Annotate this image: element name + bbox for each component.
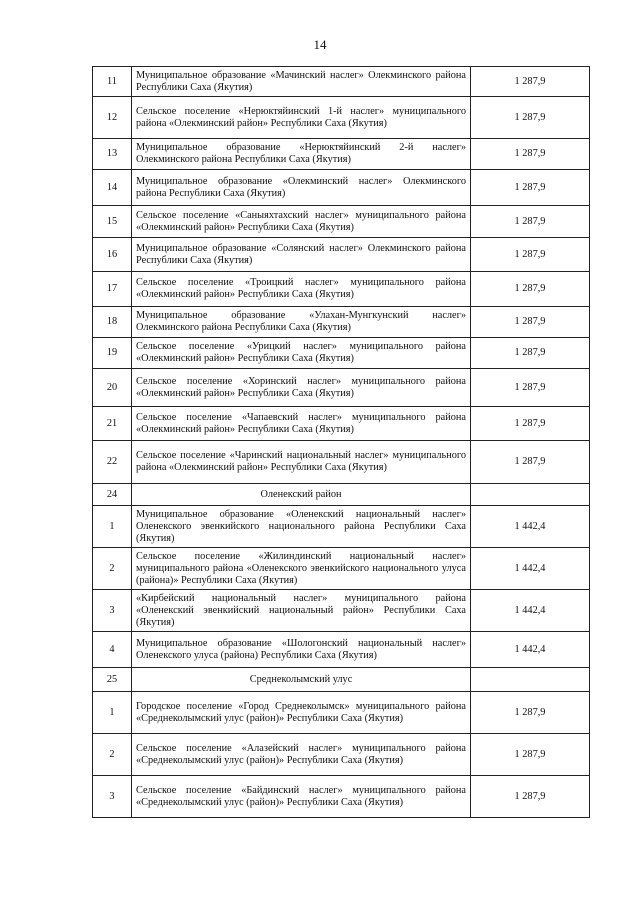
amount-value: 1 287,9 bbox=[471, 67, 590, 97]
table-row bbox=[93, 734, 590, 776]
municipality-name: Сельское поселение «Урицкий наслег» муниципального района «Олекминский район» Республики Саха (Якутия) bbox=[132, 338, 471, 369]
table-row bbox=[93, 548, 590, 590]
municipality-name: Сельское поселение «Саныяхтахский наслег» муниципального района «Олекминский район» Республики Саха (Якутия) bbox=[132, 206, 471, 238]
allocation-table bbox=[92, 66, 590, 818]
amount-value: 1 287,9 bbox=[471, 692, 590, 734]
municipality-name: Сельское поселение «Троицкий наслег» муниципального района «Олекминский район» Республики Саха (Якутия) bbox=[132, 272, 471, 307]
municipality-name: «Кирбейский национальный наслег» муниципального района «Оленекский эвенкийский национальный район» Республики Саха (Якутия) bbox=[132, 590, 471, 632]
row-number: 25 bbox=[93, 668, 132, 692]
table-row bbox=[93, 307, 590, 338]
row-number: 22 bbox=[93, 441, 132, 484]
row-number: 2 bbox=[93, 548, 132, 590]
amount-value: 1 287,9 bbox=[471, 734, 590, 776]
table-row bbox=[93, 139, 590, 170]
row-number: 3 bbox=[93, 776, 132, 818]
amount-value: 1 287,9 bbox=[471, 307, 590, 338]
municipality-name: Сельское поселение «Нерюктяйинский 1-й наслег» муниципального района «Олекминский район» Республики Саха (Якутия) bbox=[132, 97, 471, 139]
amount-value: 1 287,9 bbox=[471, 170, 590, 206]
municipality-name: Муниципальное образование «Олекминский наслег» Олекминского района Республики Саха (Якутия) bbox=[132, 170, 471, 206]
district-heading: Среднеколымский улус bbox=[132, 668, 471, 692]
table-row bbox=[93, 692, 590, 734]
amount-value: 1 442,4 bbox=[471, 548, 590, 590]
amount-value: 1 287,9 bbox=[471, 272, 590, 307]
amount-value bbox=[471, 484, 590, 506]
amount-value: 1 287,9 bbox=[471, 407, 590, 441]
section-row bbox=[93, 668, 590, 692]
table-row bbox=[93, 338, 590, 369]
amount-value: 1 287,9 bbox=[471, 206, 590, 238]
amount-value: 1 287,9 bbox=[471, 441, 590, 484]
row-number: 19 bbox=[93, 338, 132, 369]
table-row bbox=[93, 441, 590, 484]
row-number: 21 bbox=[93, 407, 132, 441]
municipality-name: Сельское поселение «Байдинский наслег» муниципального района «Среднеколымский улус (район)» Республики Саха (Якутия) bbox=[132, 776, 471, 818]
municipality-name: Сельское поселение «Чаринский национальный наслег» муниципального района «Олекминский район» Республики Саха (Якутия) bbox=[132, 441, 471, 484]
row-number: 12 bbox=[93, 97, 132, 139]
table-row bbox=[93, 407, 590, 441]
municipality-name: Муниципальное образование «Нерюктяйинский 2-й наслег» Олекминского района Республики Саха (Якутия) bbox=[132, 139, 471, 170]
row-number: 1 bbox=[93, 692, 132, 734]
table-body bbox=[93, 67, 590, 818]
page-number: 14 bbox=[313, 37, 327, 52]
table-row bbox=[93, 369, 590, 407]
row-number: 1 bbox=[93, 506, 132, 548]
row-number: 20 bbox=[93, 369, 132, 407]
amount-value: 1 287,9 bbox=[471, 369, 590, 407]
row-number: 14 bbox=[93, 170, 132, 206]
municipality-name: Сельское поселение «Жилиндинский национальный наслег» муниципального района «Оленекского эвенкийского национального улуса (района)» Республики Саха (Якутия) bbox=[132, 548, 471, 590]
municipality-name: Сельское поселение «Хоринский наслег» муниципального района «Олекминский район» Республики Саха (Якутия) bbox=[132, 369, 471, 407]
amount-value: 1 287,9 bbox=[471, 139, 590, 170]
amount-value: 1 442,4 bbox=[471, 506, 590, 548]
amount-value: 1 287,9 bbox=[471, 238, 590, 272]
amount-value: 1 442,4 bbox=[471, 590, 590, 632]
table-row bbox=[93, 238, 590, 272]
municipality-name: Муниципальное образование «Шологонский национальный наслег» Оленекского улуса (района) Республики Саха (Якутия) bbox=[132, 632, 471, 668]
table-row bbox=[93, 776, 590, 818]
row-number: 15 bbox=[93, 206, 132, 238]
municipality-name: Муниципальное образование «Мачинский наслег» Олекминского района Республики Саха (Якутия) bbox=[132, 67, 471, 97]
table-row bbox=[93, 67, 590, 97]
amount-value: 1 287,9 bbox=[471, 776, 590, 818]
section-row bbox=[93, 484, 590, 506]
amount-value bbox=[471, 668, 590, 692]
amount-value: 1 287,9 bbox=[471, 338, 590, 369]
municipality-name: Городское поселение «Город Среднеколымск» муниципального района «Среднеколымский улус (район)» Республики Саха (Якутия) bbox=[132, 692, 471, 734]
row-number: 16 bbox=[93, 238, 132, 272]
municipality-name: Сельское поселение «Алазейский наслег» муниципального района «Среднеколымский улус (район)» Республики Саха (Якутия) bbox=[132, 734, 471, 776]
table-row bbox=[93, 632, 590, 668]
row-number: 18 bbox=[93, 307, 132, 338]
row-number: 11 bbox=[93, 67, 132, 97]
table-row bbox=[93, 590, 590, 632]
table-row bbox=[93, 206, 590, 238]
row-number: 17 bbox=[93, 272, 132, 307]
row-number: 4 bbox=[93, 632, 132, 668]
table-row bbox=[93, 506, 590, 548]
row-number: 2 bbox=[93, 734, 132, 776]
table-row bbox=[93, 170, 590, 206]
district-heading: Оленекский район bbox=[132, 484, 471, 506]
municipality-name: Муниципальное образование «Улахан-Мунгкунский наслег» Олекминского района Республики Саха (Якутия) bbox=[132, 307, 471, 338]
row-number: 3 bbox=[93, 590, 132, 632]
table-row bbox=[93, 97, 590, 139]
municipality-name: Муниципальное образование «Солянский наслег» Олекминского района Республики Саха (Якутия) bbox=[132, 238, 471, 272]
row-number: 24 bbox=[93, 484, 132, 506]
municipality-name: Муниципальное образование «Оленекский национальный наслег» Оленекского эвенкийского национального района Республики Саха (Якутия) bbox=[132, 506, 471, 548]
table-row bbox=[93, 272, 590, 307]
municipality-name: Сельское поселение «Чапаевский наслег» муниципального района «Олекминский район» Республики Саха (Якутия) bbox=[132, 407, 471, 441]
amount-value: 1 287,9 bbox=[471, 97, 590, 139]
row-number: 13 bbox=[93, 139, 132, 170]
amount-value: 1 442,4 bbox=[471, 632, 590, 668]
